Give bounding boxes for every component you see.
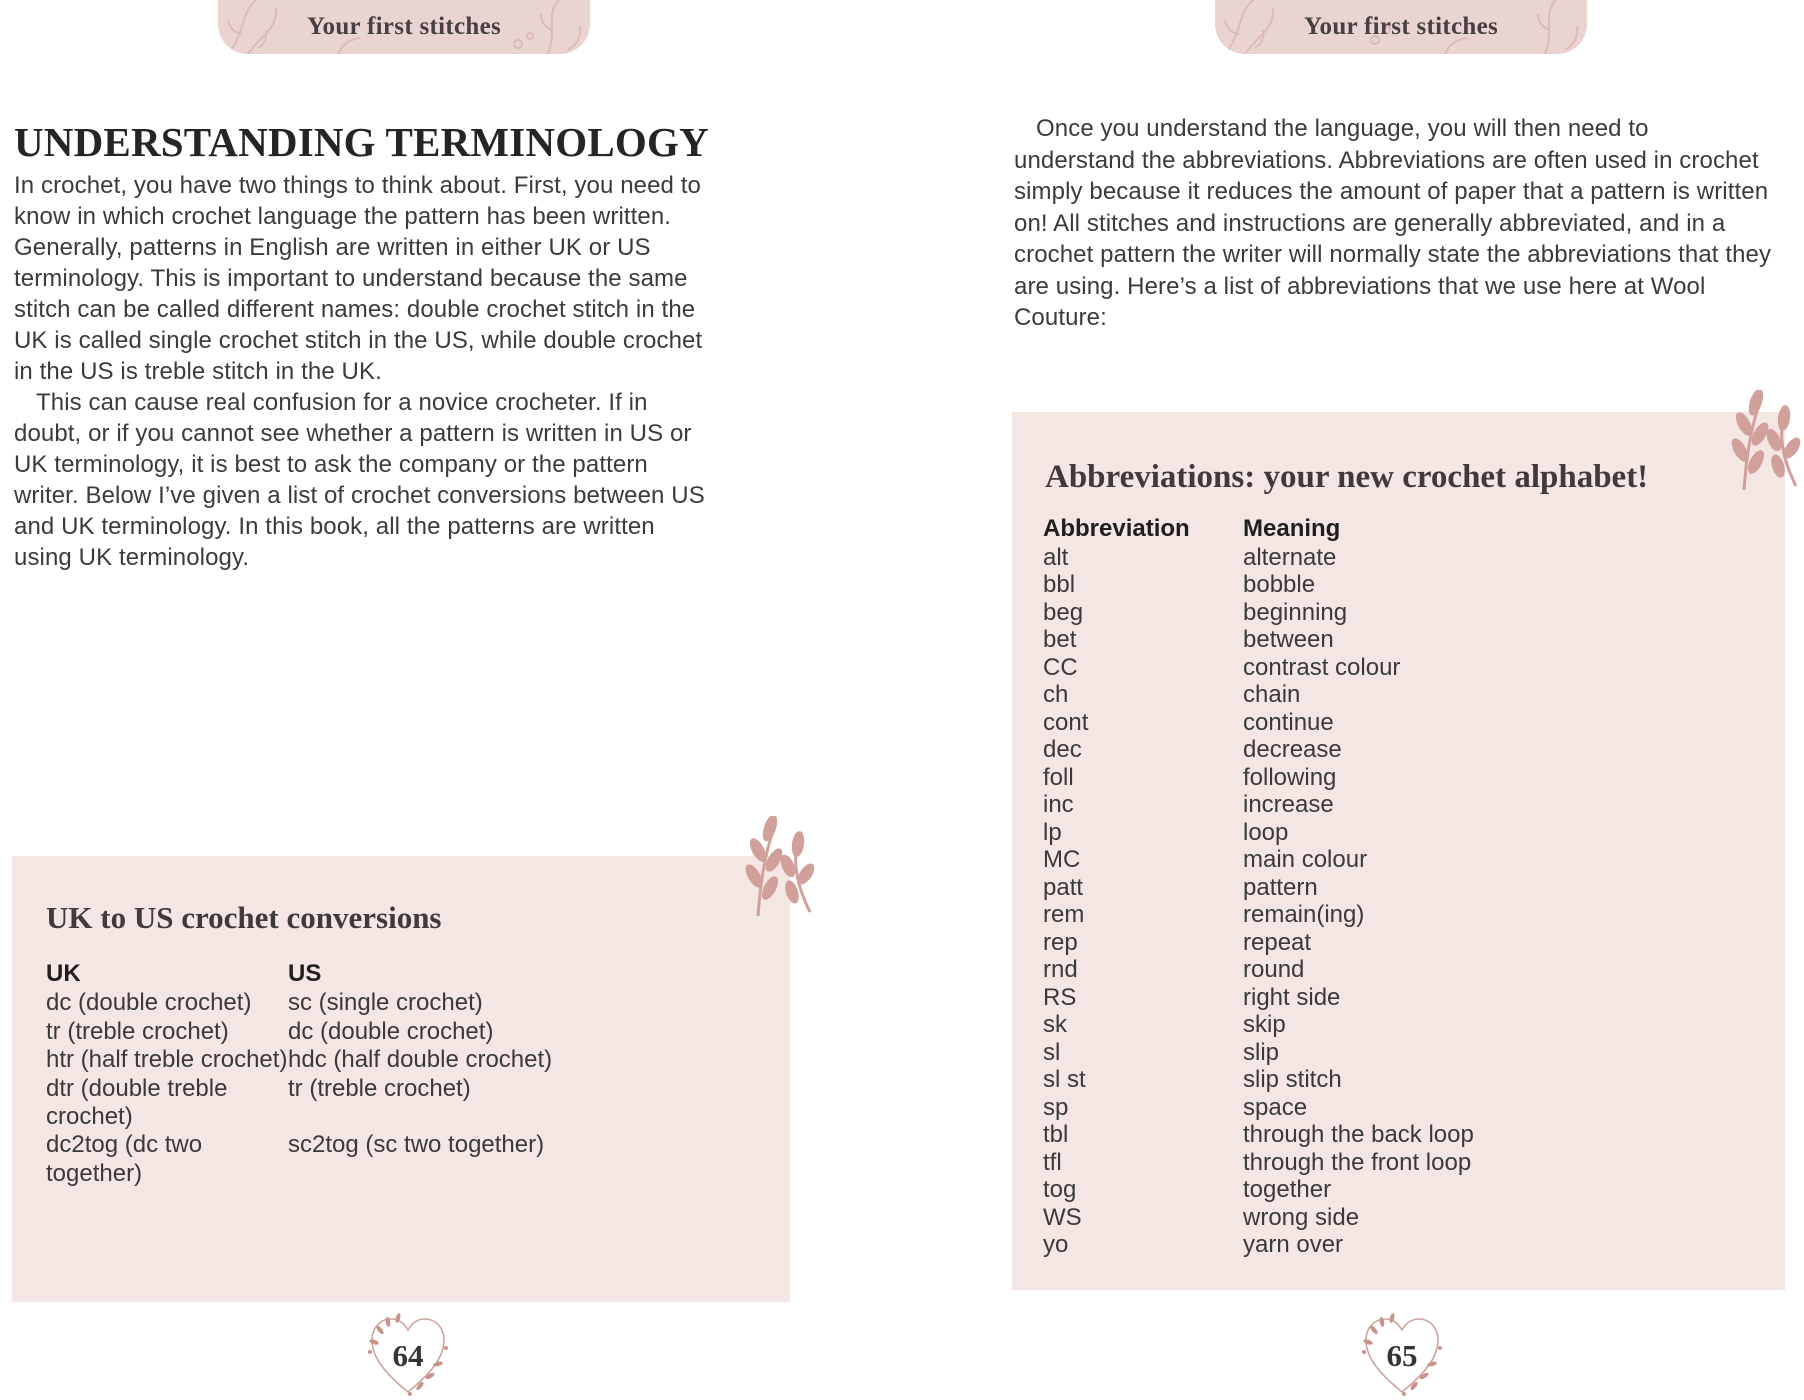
leaf-sprig-icon xyxy=(1726,390,1804,494)
abbreviations-box-title: Abbreviations: your new crochet alphabet! xyxy=(1045,459,1649,495)
table-cell: bet xyxy=(1043,626,1077,653)
chapter-tab-left xyxy=(218,0,590,54)
table-cell: contrast colour xyxy=(1243,653,1401,681)
table-cell: dc (double crochet) xyxy=(46,989,252,1017)
table-cell: sk xyxy=(1043,1011,1067,1038)
table-cell: round xyxy=(1243,956,1305,983)
table-cell: lp xyxy=(1043,818,1062,846)
conversion-table xyxy=(46,960,552,1188)
table-cell: ch xyxy=(1043,681,1069,708)
table-cell: beginning xyxy=(1243,598,1348,626)
table-cell: bobble xyxy=(1243,571,1316,598)
table-cell: slip xyxy=(1243,1038,1280,1066)
right-body-text xyxy=(1014,113,1774,334)
page-title: UNDERSTANDING TERMINOLOGY xyxy=(14,119,709,165)
table-cell: between xyxy=(1243,626,1334,653)
table-cell: RS xyxy=(1043,983,1077,1011)
chapter-tab-label: Your first stitches xyxy=(306,13,502,40)
table-cell: dc (double crochet) xyxy=(288,1017,494,1045)
table-cell: alternate xyxy=(1243,543,1337,571)
table-cell: dtr (double treble crochet) xyxy=(46,1074,228,1131)
table-cell: sc2tog (sc two together) xyxy=(288,1131,545,1159)
table-cell: cont xyxy=(1043,708,1089,736)
table-cell: rep xyxy=(1043,928,1078,956)
table-cell: tog xyxy=(1043,1176,1077,1203)
table-cell: rnd xyxy=(1043,956,1078,983)
chapter-tab-right xyxy=(1215,0,1587,54)
page-number-heart xyxy=(1354,1308,1450,1400)
table-cell: pattern xyxy=(1243,873,1318,901)
table-cell: inc xyxy=(1043,791,1074,818)
paragraph: Once you understand the language, you will then need to understand the abbreviations. Abbreviations are often used in crochet simply because it reduces the amount of paper that a pattern is written on! All stitches and instructions are generally abbreviated, and in a crochet pattern the writer will normally state the abbreviations that they are using. Here’s a list of abbreviations that we use here at Wool Couture: xyxy=(1014,115,1772,331)
table-cell: sl st xyxy=(1043,1066,1086,1093)
table-column-header: Meaning xyxy=(1243,515,1341,542)
table-cell: repeat xyxy=(1243,928,1312,956)
table-cell: rem xyxy=(1043,901,1085,928)
paragraph: This can cause real confusion for a novice crocheter. If in doubt, or if you cannot see whether a pattern is written in US or UK terminology, it is best to ask the company or the pattern writer. Below I’ve given a list of crochet conversions between US and UK terminology. In this book, all the patterns are written using UK terminology. xyxy=(14,389,705,571)
table-cell: tr (treble crochet) xyxy=(46,1017,229,1045)
table-cell: beg xyxy=(1043,598,1084,626)
table-cell: WS xyxy=(1043,1203,1082,1231)
chapter-tab-label: Your first stitches xyxy=(1303,13,1499,40)
left-body-text xyxy=(14,170,706,573)
page-number: 64 xyxy=(392,1338,424,1373)
abbreviations-table xyxy=(1043,515,1474,1259)
table-cell: hdc (half double crochet) xyxy=(288,1046,553,1074)
page-number-heart xyxy=(360,1308,456,1400)
table-cell: dc2tog (dc two together) xyxy=(46,1131,203,1187)
table-cell: right side xyxy=(1243,983,1341,1011)
table-cell: alt xyxy=(1043,543,1069,571)
table-cell: loop xyxy=(1243,818,1289,846)
table-cell: yarn over xyxy=(1243,1231,1344,1258)
table-cell: sc (single crochet) xyxy=(288,989,483,1017)
table-cell: tr (treble crochet) xyxy=(288,1074,471,1102)
table-cell: through the front loop xyxy=(1243,1148,1472,1176)
table-cell: skip xyxy=(1243,1011,1286,1038)
table-cell: dec xyxy=(1043,736,1082,763)
conversion-box-title: UK to US crochet conversions xyxy=(46,900,442,935)
table-cell: tfl xyxy=(1043,1148,1062,1176)
paragraph: In crochet, you have two things to think about. First, you need to know in which crochet language the pattern has been written. Generally, patterns in English are written in either UK or US terminology. This is important to understand because the same stitch can be called different names: double crochet stitch in the UK is called single crochet stitch in the US, while double crochet in the US is treble stitch in the UK. xyxy=(14,172,703,385)
leaf-sprig-icon xyxy=(740,816,818,920)
abbreviations-box xyxy=(1012,412,1785,1290)
table-cell: htr (half treble crochet) xyxy=(46,1046,288,1074)
table-cell: through the back loop xyxy=(1243,1121,1474,1148)
table-cell: foll xyxy=(1043,763,1074,791)
table-cell: tbl xyxy=(1043,1121,1069,1148)
table-cell: chain xyxy=(1243,681,1301,708)
table-cell: remain(ing) xyxy=(1243,901,1365,928)
table-cell: slip stitch xyxy=(1243,1066,1342,1093)
table-cell: together xyxy=(1243,1176,1332,1203)
table-cell: space xyxy=(1243,1093,1308,1121)
table-cell: main colour xyxy=(1243,846,1368,873)
table-column-header: UK xyxy=(46,960,81,987)
table-cell: yo xyxy=(1043,1231,1069,1258)
table-cell: sp xyxy=(1043,1093,1069,1121)
table-cell: wrong side xyxy=(1243,1203,1360,1231)
table-column-header: Abbreviation xyxy=(1043,515,1190,542)
table-cell: decrease xyxy=(1243,736,1342,763)
table-cell: sl xyxy=(1043,1038,1061,1066)
conversion-box xyxy=(12,856,790,1302)
table-column-header: US xyxy=(288,960,322,987)
table-cell: following xyxy=(1243,763,1337,791)
table-cell: CC xyxy=(1043,653,1078,681)
table-cell: patt xyxy=(1043,873,1084,901)
table-cell: continue xyxy=(1243,708,1334,736)
table-cell: bbl xyxy=(1043,571,1076,598)
table-cell: MC xyxy=(1043,846,1081,873)
page-number: 65 xyxy=(1386,1338,1418,1373)
table-cell: increase xyxy=(1243,791,1334,818)
